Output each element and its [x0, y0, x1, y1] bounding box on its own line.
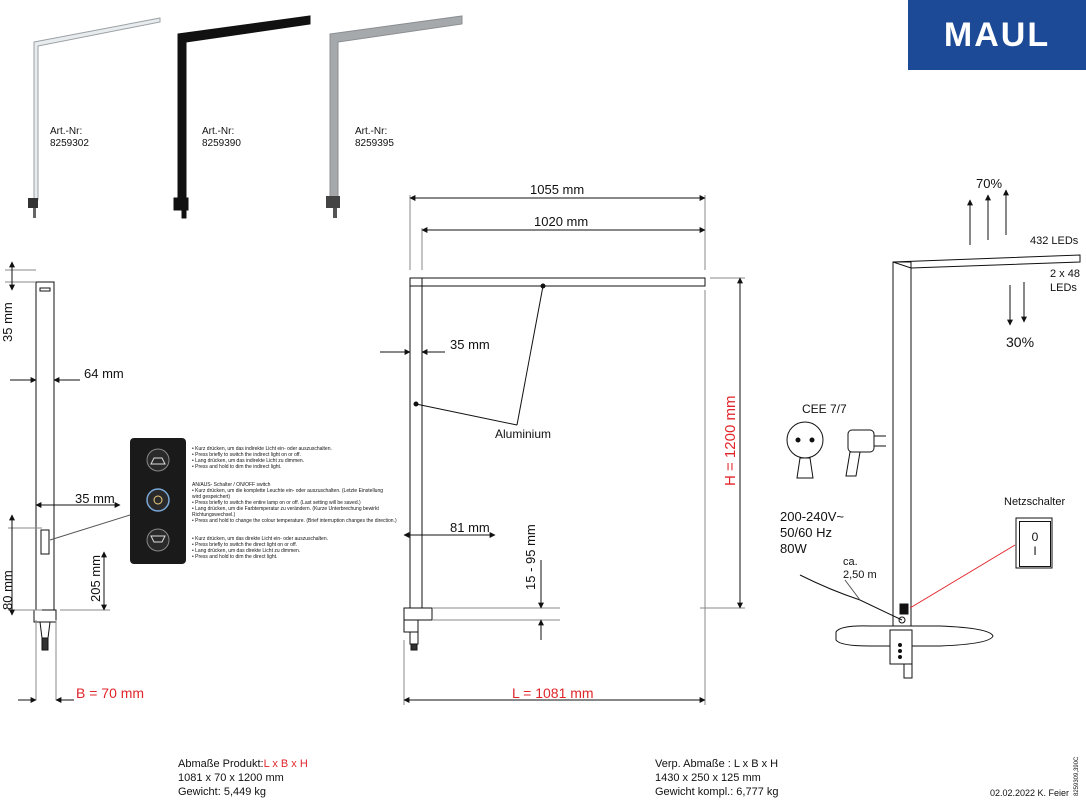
dim-arm: 1020 mm [534, 214, 589, 229]
dim-total: 1055 mm [530, 182, 585, 197]
lamp-variant-white [28, 18, 160, 218]
panel-block-3: • Kurz drücken, um das direkte Licht ein- oder auszuschalten. • Press briefly to switch the direct light on or off. • Lang drücken, um das direkte Licht zu dimmen. • Press and hold to dim the direct light. [192, 536, 328, 560]
length-label: L = 1081 mm [512, 685, 594, 701]
panel-block-2: AN/AUS- Schalter / ON/OFF switch • Kurz drücken, um die komplette Leuchte ein- oder auszuschalten. (Letzte Einstellung wird gespeichert) • Press briefly to switch the entire lamp on or off. (Last setting will be saved.) • Lang drücken, um die Farbtemperatur zu verändern. (Kurze Unterbrechung bewirkt Richtungswechsel.) • Press and hold to change the colour temperature. (Brief interruption changes the direction.) [192, 482, 397, 524]
dim-clamp-side: 205 mm [88, 555, 103, 602]
dim-clamp-front: 81 mm [450, 520, 490, 535]
switch-label: Netzschalter [1004, 496, 1066, 508]
maul-logo: MAUL [908, 0, 1086, 70]
power-switch-icon: 0 I [1019, 521, 1051, 567]
dim-top-side: 35 mm [0, 302, 15, 342]
down-percent: 30% [1006, 334, 1035, 350]
leds-bottom: 2 x 48 LEDs [1050, 268, 1080, 294]
dim-width-side: 64 mm [84, 366, 124, 381]
dim-mid-side: 35 mm [75, 491, 115, 506]
drawing-code: 8259309,390C [1074, 756, 1080, 796]
variant-label: Art.-Nr: 8259302 [50, 126, 89, 149]
plug-icons [787, 422, 886, 478]
dim-bottom-side: 80 mm [0, 570, 15, 610]
control-panel-graphic [130, 438, 186, 564]
front-view [380, 195, 745, 705]
up-percent: 70% [976, 176, 1003, 191]
package-dims: Verp. Abmaße : L x B x H 1430 x 250 x 125 mm Gewicht kompl.: 6,777 kg [655, 758, 779, 798]
cable-length: ca. 2,50 m [843, 556, 877, 581]
side-view [5, 262, 130, 700]
variant-label: Art.-Nr: 8259390 [202, 126, 241, 149]
leds-top: 432 LEDs [1030, 235, 1079, 247]
variant-label: Art.-Nr: 8259395 [355, 126, 394, 149]
dim-pole: 35 mm [450, 337, 490, 352]
power-specs: 200-240V~ 50/60 Hz 80W [780, 509, 844, 556]
material-label: Aluminium [495, 427, 552, 441]
dim-clamp-range: 15 - 95 mm [523, 524, 538, 590]
plug-type: CEE 7/7 [802, 402, 847, 416]
panel-block-1: • Kurz drücken, um das indirekte Licht ein- oder auszuschalten. • Press briefly to switch the indirect light on or off. • Lang drücken, um das indirekte Licht zu dimmen. • Press and hold to dim the indirect light. [192, 446, 332, 470]
width-label: B = 70 mm [76, 685, 145, 701]
drawing-date: 02.02.2022 K. Feier [990, 788, 1070, 798]
light-view [800, 190, 1080, 678]
lamp-variant-black [174, 16, 310, 218]
height-label: H = 1200 mm [722, 395, 739, 486]
lamp-variant-grey [326, 16, 462, 218]
product-dims: Abmaße Produkt:L x B x H 1081 x 70 x 1200 mm Gewicht: 5,449 kg [178, 758, 308, 798]
